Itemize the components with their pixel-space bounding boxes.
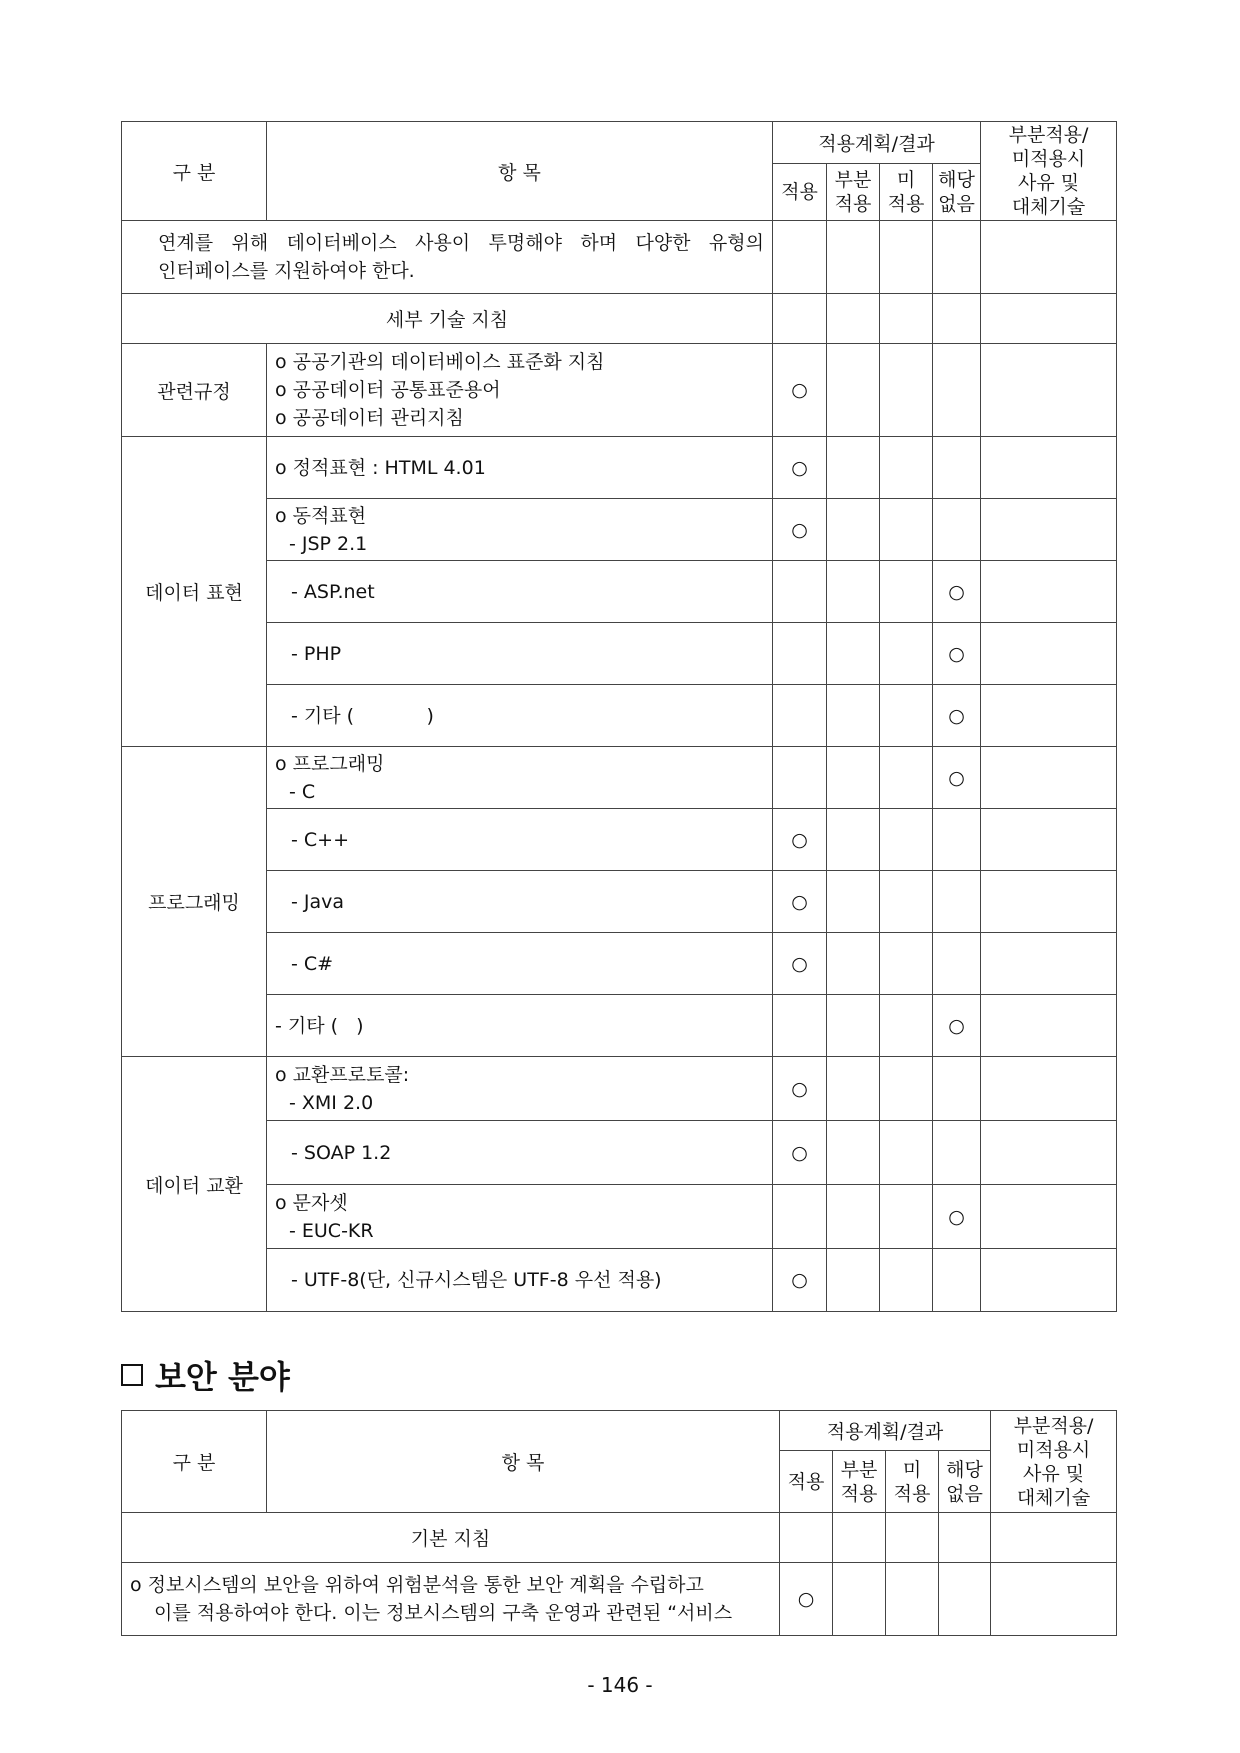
data-repr-item: - 기타 ( ) (267, 685, 773, 747)
na-mark: ○ (933, 623, 981, 685)
apply-mark (773, 561, 827, 623)
apply-mark: ○ (773, 1249, 827, 1312)
header-item: 항 목 (267, 1411, 780, 1513)
detail-heading: 세부 기술 지침 (122, 294, 773, 344)
header-apply: 적용 (780, 1451, 833, 1513)
data-repr-item: o 정적표현 : HTML 4.01 (267, 437, 773, 499)
programming-item: - Java (267, 871, 773, 933)
na-mark: ○ (933, 561, 981, 623)
data-exchange-label: 데이터 교환 (122, 1057, 267, 1312)
programming-item: - C# (267, 933, 773, 995)
section-title-text: 보안 분야 (155, 1358, 290, 1396)
data-exchange-item: - SOAP 1.2 (267, 1121, 773, 1185)
header-not-applicable: 해당 없음 (939, 1451, 991, 1513)
na-mark (933, 1121, 981, 1185)
apply-mark: ○ (773, 871, 827, 933)
na-mark (933, 1057, 981, 1121)
apply-mark: ○ (773, 437, 827, 499)
regulation-label: 관련규정 (122, 344, 267, 437)
data-exchange-item: o 교환프로토콜: - XMI 2.0 (267, 1057, 773, 1121)
basic-heading: 기본 지침 (122, 1513, 780, 1563)
na-mark (933, 1249, 981, 1312)
na-mark: ○ (933, 1185, 981, 1249)
programming-label: 프로그래밍 (122, 747, 267, 1057)
apply-mark (773, 685, 827, 747)
data-repr-label: 데이터 표현 (122, 437, 267, 747)
header-item: 항 목 (267, 122, 773, 221)
apply-mark: ○ (780, 1563, 833, 1636)
header-reason: 부분적용/ 미적용시 사유 및 대체기술 (981, 122, 1117, 221)
header-partial: 부분 적용 (827, 164, 880, 221)
regulation-items: o 공공기관의 데이터베이스 표준화 지침 o 공공데이터 공통표준용어 o 공공데이터 관리지침 (267, 344, 773, 437)
checkbox-icon (121, 1364, 143, 1386)
apply-mark (773, 1185, 827, 1249)
data-repr-item: - ASP.net (267, 561, 773, 623)
data-exchange-item: o 문자셋 - EUC-KR (267, 1185, 773, 1249)
apply-mark: ○ (773, 1057, 827, 1121)
header-reason: 부분적용/ 미적용시 사유 및 대체기술 (991, 1411, 1117, 1513)
na-mark (933, 499, 981, 561)
na-mark: ○ (933, 685, 981, 747)
compliance-table-interoperability (121, 121, 1117, 1312)
intro-text: 연계를 위해 데이터베이스 사용이 투명해야 하며 다양한 유형의 인터페이스를 지원하여야 한다. (122, 221, 773, 294)
apply-mark (773, 623, 827, 685)
header-not-applied: 미 적용 (880, 164, 933, 221)
apply-mark: ○ (773, 809, 827, 871)
header-category: 구 분 (122, 122, 267, 221)
na-mark: ○ (933, 995, 981, 1057)
header-partial: 부분 적용 (833, 1451, 886, 1513)
apply-mark (773, 747, 827, 809)
page-number: - 146 - (587, 1673, 653, 1697)
header-not-applicable: 해당 없음 (933, 164, 981, 221)
header-category: 구 분 (122, 1411, 267, 1513)
na-mark: ○ (933, 747, 981, 809)
programming-item: - 기타 ( ) (267, 995, 773, 1057)
data-repr-item: o 동적표현 - JSP 2.1 (267, 499, 773, 561)
apply-mark: ○ (773, 1121, 827, 1185)
data-repr-item: - PHP (267, 623, 773, 685)
apply-mark: ○ (773, 933, 827, 995)
programming-item: - C++ (267, 809, 773, 871)
header-plan-result: 적용계획/결과 (773, 122, 981, 164)
na-mark (933, 809, 981, 871)
security-item-text: o 정보시스템의 보안을 위하여 위험분석을 통한 보안 계획을 수립하고 이를 적용하여야 한다. 이는 정보시스템의 구축 운영과 관련된 “서비스 (122, 1563, 780, 1636)
na-mark (933, 933, 981, 995)
regulation-apply-mark: ○ (773, 344, 827, 437)
na-mark (933, 437, 981, 499)
header-not-applied: 미 적용 (886, 1451, 939, 1513)
section-title (121, 1352, 290, 1398)
data-exchange-item: - UTF-8(단, 신규시스템은 UTF-8 우선 적용) (267, 1249, 773, 1312)
programming-item: o 프로그래밍 - C (267, 747, 773, 809)
apply-mark (773, 995, 827, 1057)
header-apply: 적용 (773, 164, 827, 221)
na-mark (933, 871, 981, 933)
header-plan-result: 적용계획/결과 (780, 1411, 991, 1451)
apply-mark: ○ (773, 499, 827, 561)
compliance-table-security (121, 1410, 1117, 1636)
